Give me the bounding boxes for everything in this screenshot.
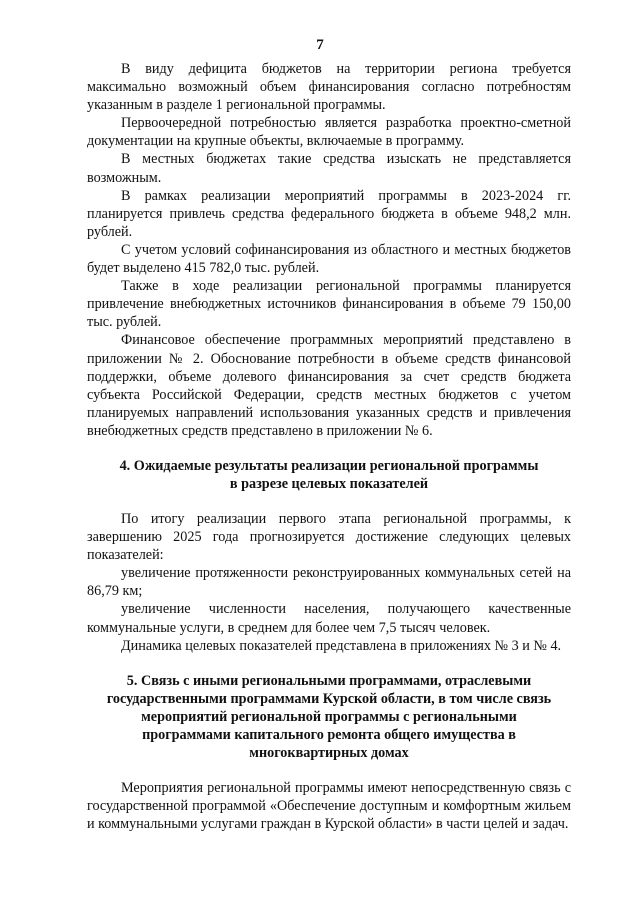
- paragraph-federal-funds: В рамках реализации мероприятий программы в 2023-2024 гг. планируется привлечь средства федерального бюджета в объеме 948,2 млн. рублей.: [87, 187, 571, 240]
- page-number: 7: [316, 37, 324, 53]
- paragraph-cofinancing: С учетом условий софинансирования из областного и местных бюджетов будет выделено 415 782,0 тыс. рублей.: [87, 241, 571, 277]
- paragraph-program-relation: Мероприятия региональной программы имеют непосредственную связь с государственной программой «Обеспечение доступным и комфортным жильем и коммунальными услугами граждан в Курской области» в части целей и задач.: [87, 779, 571, 832]
- paragraph-extrabudgetary: Также в ходе реализации региональной программы планируется привлечение внебюджетных источников финансирования в объеме 79 150,00 тыс. рублей.: [87, 278, 571, 331]
- document-body: [87, 60, 571, 833]
- paragraph-network-length: увеличение протяженности реконструированных коммунальных сетей на 86,79 км;: [87, 565, 571, 600]
- paragraph-indicator-dynamics: Динамика целевых показателей представлена в приложениях № 3 и № 4.: [121, 637, 562, 654]
- section-5-heading-line: многоквартирных домах: [249, 744, 409, 761]
- paragraph-budget-deficit: В виду дефицита бюджетов на территории региона требуется максимально возможный объем финансирования согласно потребностям указанным в разделе 1 региональной программы.: [87, 61, 571, 114]
- section-5-heading-line: 5. Связь с иными региональными программами, отраслевыми: [126, 672, 532, 689]
- section-4-heading: [87, 457, 571, 493]
- section-5-heading-line: программами капитального ремонта общего имущества в: [142, 726, 516, 743]
- section-4-heading-line: 4. Ожидаемые результаты реализации региональной программы: [119, 457, 539, 474]
- section-5-heading-line: мероприятий региональной программы с региональными: [141, 708, 517, 725]
- section-4-heading-line: в разрезе целевых показателей: [229, 475, 429, 492]
- paragraph-first-stage-results: По итогу реализации первого этапа региональной программы, к завершению 2025 года прогнозируется достижение следующих целевых показателей:: [87, 510, 571, 564]
- section-5-heading: [87, 672, 571, 762]
- paragraph-design-priority: Первоочередной потребностью является разработка проектно-сметной документации на крупные объекты, включаемые в программу.: [87, 115, 571, 150]
- paragraph-financial-support: Финансовое обеспечение программных мероприятий представлено в приложении № 2. Обоснование потребности в объеме средств финансовой поддержки, объеме долевого финансирования за счет средств бюджета субъекта Российской Федерации, средств местных бюджетов с учетом планируемых направлений использования указанных средств и привлечения внебюджетных средств представлено в приложении № 6.: [87, 332, 571, 439]
- paragraph-local-budgets: В местных бюджетах такие средства изыскать не представляется возможным.: [87, 151, 571, 186]
- paragraph-population-served: увеличение численности населения, получающего качественные коммунальные услуги, в среднем для более чем 7,5 тысяч человек.: [87, 601, 571, 636]
- section-5-heading-line: государственными программами Курской области, в том числе связь: [106, 690, 552, 707]
